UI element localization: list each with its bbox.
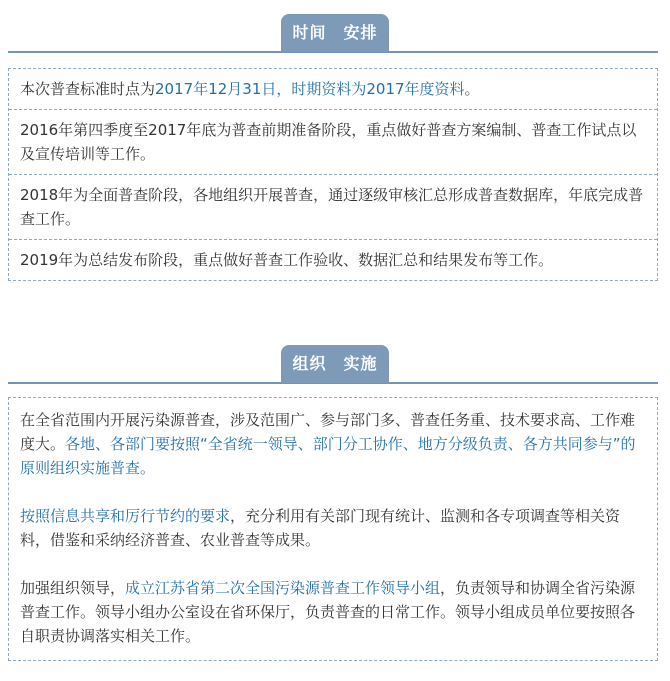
org-p1-text: 在全省范围内开展污染源普查，涉及范围广、参与部门多、普查任务重、技术要求高、工作难度大。 bbox=[20, 411, 636, 453]
org-p3-text-end: ，负责领导和协调全省污染源普查工作。领导小组办公室设在省环保厅，负责普查的日常工作。领导小组成员单位要按照各自职责协调落实相关工作。 bbox=[20, 579, 636, 645]
org-section-header bbox=[0, 345, 670, 385]
org-p1-highlight: 各地、各部门要按照“全省统一领导、部门分工协作、地方分级负责、各方共同参与”的原则组织实施普查。 bbox=[20, 435, 636, 477]
org-section-box bbox=[8, 397, 658, 661]
time-row-2-text: 2016年第四季度至2017年底为普查前期准备阶段，重点做好普查方案编制、普查工作试点以及宣传培训等工作。 bbox=[20, 121, 637, 163]
time-row-2 bbox=[9, 109, 657, 174]
org-paragraph-2 bbox=[20, 504, 647, 552]
time-row-1 bbox=[9, 69, 657, 109]
org-p3-text: 加强组织领导， bbox=[20, 579, 126, 597]
org-paragraph-1 bbox=[20, 408, 647, 480]
org-paragraph-3 bbox=[20, 576, 647, 648]
org-p3-highlight: 成立江苏省第二次全国污染源普查工作领导小组 bbox=[125, 579, 441, 597]
time-section-header bbox=[0, 14, 670, 54]
time-section-title: 时间 安排 bbox=[281, 14, 389, 52]
time-row-3 bbox=[9, 174, 657, 239]
time-row-1-highlight: 2017年12月31日，时期资料为2017年度资料 bbox=[155, 80, 465, 98]
time-section-box bbox=[8, 68, 658, 281]
time-row-4 bbox=[9, 239, 657, 280]
org-section-title: 组织 实施 bbox=[281, 345, 389, 383]
org-p2-text: ，充分利用有关部门现有统计、监测和各专项调查等相关资料，借鉴和采纳经济普查、农业普查等成果。 bbox=[20, 507, 621, 549]
time-row-4-text: 2019年为总结发布阶段，重点做好普查工作验收、数据汇总和结果发布等工作。 bbox=[20, 251, 554, 269]
time-row-1-end: 。 bbox=[464, 80, 480, 98]
org-p2-highlight: 按照信息共享和厉行节约的要求 bbox=[20, 507, 231, 525]
time-row-1-text: 本次普查标准时点为 bbox=[20, 80, 156, 98]
time-row-3-text: 2018年为全面普查阶段，各地组织开展普查，通过逐级审核汇总形成普查数据库，年底完成普查工作。 bbox=[20, 186, 644, 228]
